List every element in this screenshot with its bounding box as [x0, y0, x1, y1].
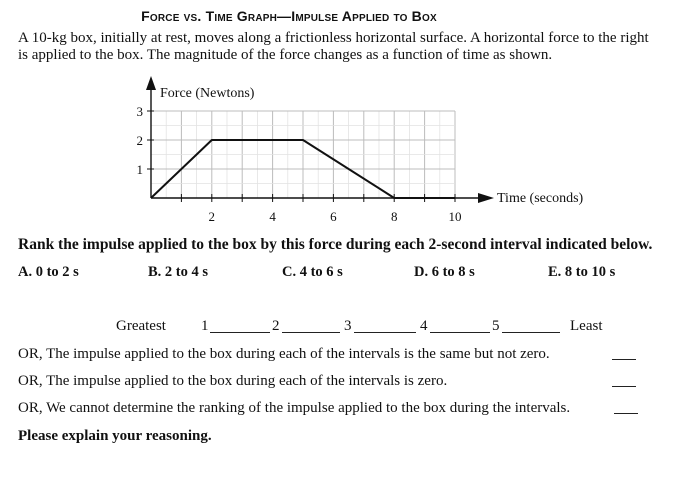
rank-number-2: 2 [272, 318, 280, 334]
x-axis-arrow [478, 193, 494, 203]
rank-blank-2[interactable] [282, 332, 340, 333]
ranking-prompt: Rank the impulse applied to the box by this force during each 2-second interval indicated below. [18, 236, 653, 253]
option-all-zero-blank[interactable] [612, 386, 636, 387]
rank-blank-4[interactable] [430, 332, 490, 333]
rank-number-4: 4 [420, 318, 428, 334]
option-cannot-determine-blank[interactable] [614, 413, 638, 414]
x-tick-label: 6 [330, 209, 337, 224]
page-title: Force vs. Time Graph—Impulse Applied to Box [141, 8, 437, 24]
least-label: Least [570, 318, 603, 334]
rank-number-5: 5 [492, 318, 500, 334]
ranking-row [0, 318, 700, 336]
option-cannot-determine: OR, We cannot determine the ranking of the impulse applied to the box during the intervals. [18, 400, 571, 416]
x-tick-label: 4 [269, 209, 276, 224]
rank-blank-3[interactable] [354, 332, 416, 333]
greatest-label: Greatest [116, 318, 166, 334]
option-same-not-zero: OR, The impulse applied to the box during each of the intervals is the same but not zero. [18, 346, 550, 362]
rank-number-3: 3 [344, 318, 352, 334]
y-tick-label: 3 [136, 104, 143, 119]
option-all-zero: OR, The impulse applied to the box during each of the intervals is zero. [18, 373, 448, 389]
force-time-graph [0, 0, 700, 235]
interval-c: C. 4 to 6 s [282, 264, 343, 280]
y-tick-label: 2 [136, 133, 143, 148]
x-tick-label: 8 [390, 209, 398, 224]
interval-d: D. 6 to 8 s [414, 264, 475, 280]
x-tick-label: 2 [208, 209, 216, 224]
interval-e: E. 8 to 10 s [548, 264, 616, 280]
problem-statement-line-1: A 10-kg box, initially at rest, moves along a frictionless horizontal surface. A horizontal force to the right [18, 30, 649, 46]
x-axis-label: Time (seconds) [497, 191, 584, 206]
interval-b: B. 2 to 4 s [148, 264, 209, 280]
rank-blank-1[interactable] [210, 332, 270, 333]
y-axis-arrow [146, 76, 156, 90]
y-tick-label: 1 [136, 162, 143, 177]
option-same-not-zero-blank[interactable] [612, 359, 636, 360]
rank-number-1: 1 [201, 318, 209, 334]
problem-statement-line-2: is applied to the box. The magnitude of the force changes as a function of time as shown. [18, 47, 553, 63]
rank-blank-5[interactable] [502, 332, 560, 333]
interval-a: A. 0 to 2 s [18, 264, 79, 280]
y-axis-label: Force (Newtons) [160, 86, 255, 101]
explain-reasoning-prompt: Please explain your reasoning. [18, 428, 212, 444]
x-tick-label: 10 [448, 209, 462, 224]
